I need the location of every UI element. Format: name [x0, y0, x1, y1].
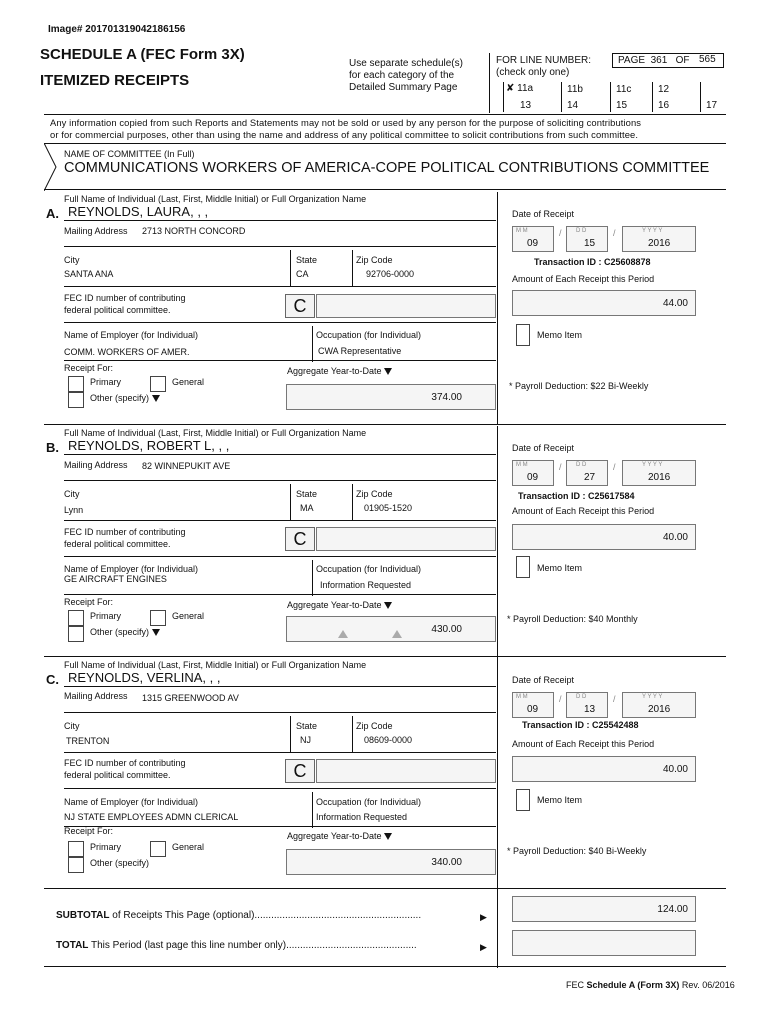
- line-check-13[interactable]: 13: [520, 100, 532, 111]
- amount-label: Amount of Each Receipt this Period: [512, 506, 655, 516]
- employer-label: Name of Employer (for Individual): [64, 797, 199, 807]
- subtotal-arrow-icon: ▶: [480, 912, 487, 922]
- receipt-month: 09: [527, 704, 539, 715]
- line-check-11c[interactable]: 11c: [616, 84, 632, 95]
- arrow-down-icon: [384, 833, 392, 840]
- other-checkbox[interactable]: [68, 857, 84, 873]
- zip-label: Zip Code: [356, 721, 393, 731]
- memo-checkbox[interactable]: [516, 789, 530, 811]
- receipt-for-label: Receipt For:: [64, 597, 114, 607]
- mailing-label: Mailing Address: [64, 460, 128, 470]
- receipt-entry-a: Full Name of Individual (Last, First, Middle Initial) or Full Organization Name A. REYNOLDS, LAURA, , , Mailing Address 2713 NORTH CONCORD City SANTA ANA State CA Zip Code 92706-0000 FEC ID number of contributing federal political committee. C Name of Employer (for Individual) COMM. WORKERS OF AMER. Occupation (for Individual) CWA Representative Receipt For: Primary General Other (specify) Aggregate Year-to-Date 374.00 Date of Receipt M M 09 / D D 15 / Y Y Y Y 2016 Transaction ID : C25608878 Amount of Each Receipt this Period 44.00 Memo Item * Payroll Deduction: $22 Bi-Weekly: [0, 192, 770, 424]
- other-checkbox[interactable]: [68, 392, 84, 408]
- fec-id-label: FEC ID number of contributing federal political committee.: [64, 758, 186, 780]
- for-line-number-label: FOR LINE NUMBER:: [496, 55, 592, 66]
- entry-letter: B.: [46, 440, 59, 455]
- page-number: 361: [650, 55, 668, 66]
- occupation-value: CWA Representative: [318, 346, 402, 356]
- form-footer: FEC Schedule A (Form 3X) Rev. 06/2016: [566, 980, 735, 990]
- receipt-month: 09: [527, 472, 539, 483]
- amount-value: 44.00: [662, 298, 688, 309]
- employer-label: Name of Employer (for Individual): [64, 330, 199, 340]
- memo-label: Memo Item: [537, 330, 583, 340]
- notice-text: Any information copied from such Reports and Statements may not be sold or used by any person for the purpose of soliciting contributions or for commercial purposes, other than using the name and address of any political committee to solicit contributions from such committee.: [50, 117, 642, 140]
- zip-value: 08609-0000: [364, 735, 413, 745]
- city-value: Lynn: [64, 505, 84, 515]
- aggregate-label: Aggregate Year-to-Date: [287, 600, 392, 610]
- check-only-one: (check only one): [496, 67, 570, 78]
- zip-label: Zip Code: [356, 255, 393, 265]
- schedule-title: SCHEDULE A (FEC Form 3X): [40, 46, 245, 63]
- occupation-label: Occupation (for Individual): [316, 564, 422, 574]
- state-label: State: [296, 255, 318, 265]
- itemized-receipts-title: ITEMIZED RECEIPTS: [40, 72, 190, 89]
- other-label: Other (specify): [90, 858, 150, 868]
- aggregate-label: Aggregate Year-to-Date: [287, 831, 392, 841]
- amount-label: Amount of Each Receipt this Period: [512, 739, 655, 749]
- zip-label: Zip Code: [356, 489, 393, 499]
- fec-id-c-prefix: C: [285, 294, 315, 318]
- entry-note: * Payroll Deduction: $40 Bi-Weekly: [507, 846, 647, 856]
- other-checkbox[interactable]: [68, 626, 84, 642]
- primary-label: Primary: [90, 611, 121, 621]
- receipt-year: 2016: [648, 472, 671, 483]
- total-box: [512, 930, 696, 956]
- arrow-down-icon: [152, 395, 160, 402]
- other-label: Other (specify): [90, 393, 160, 403]
- general-checkbox[interactable]: [150, 841, 166, 857]
- full-name-label: Full Name of Individual (Last, First, Middle Initial) or Full Organization Name: [64, 428, 367, 438]
- receipt-year: 2016: [648, 704, 671, 715]
- receipt-entry-c: Full Name of Individual (Last, First, Middle Initial) or Full Organization Name C. REYNOLDS, VERLINA, , , Mailing Address 1315 GREENWOOD AV City TRENTON State NJ Zip Code 08609-0000 FEC ID number of contributing federal political committee. C Name of Employer (for Individual) NJ STATE EMPLOYEES ADMN CLERICAL Occupation (for Individual) Information Requested Receipt For: Primary General Other (specify) Aggregate Year-to-Date 340.00 Date of Receipt M M 09 / D D 13 / Y Y Y Y 2016 Transaction ID : C25542488 Amount of Each Receipt this Period 40.00 Memo Item * Payroll Deduction: $40 Bi-Weekly: [0, 658, 770, 890]
- entry-note: * Payroll Deduction: $40 Monthly: [507, 614, 638, 624]
- state-value: MA: [300, 503, 314, 513]
- separate-schedule-instruction: Use separate schedule(s) for each category of the Detailed Summary Page: [349, 58, 463, 93]
- fec-id-label: FEC ID number of contributing federal political committee.: [64, 293, 186, 315]
- occupation-value: Information Requested: [320, 580, 412, 590]
- date-of-receipt-label: Date of Receipt: [512, 675, 575, 685]
- subtotal-label: SUBTOTAL of Receipts This Page (optional)............................................................: [56, 910, 422, 921]
- receipt-day: 15: [584, 238, 596, 249]
- receipt-for-label: Receipt For:: [64, 363, 114, 373]
- committee-name: COMMUNICATIONS WORKERS OF AMERICA-COPE POLITICAL CONTRIBUTIONS COMMITTEE: [64, 160, 710, 176]
- receipt-day: 27: [584, 472, 596, 483]
- occupation-label: Occupation (for Individual): [316, 797, 422, 807]
- mailing-label: Mailing Address: [64, 691, 128, 701]
- line-check-11a[interactable]: ✘ 11a: [506, 83, 534, 94]
- arrow-down-icon: [152, 629, 160, 636]
- mailing-address: 82 WINNEPUKIT AVE: [142, 461, 231, 471]
- receipt-entry-b: Full Name of Individual (Last, First, Middle Initial) or Full Organization Name B. REYNOLDS, ROBERT L, , , Mailing Address 82 WINNEPUKIT AVE City Lynn State MA Zip Code 01905-1520 FEC ID number of contributing federal political committee. C Name of Employer (for Individual) GE AIRCRAFT ENGINES Occupation (for Individual) Information Requested Receipt For: Primary General Other (specify) Aggregate Year-to-Date 430.00 Date of Receipt M M 09 / D D 27 / Y Y Y Y 2016 Transaction ID : C25617584 Amount of Each Receipt this Period 40.00 Memo Item * Payroll Deduction: $40 Monthly: [0, 426, 770, 658]
- fec-id-input[interactable]: [316, 294, 496, 318]
- transaction-id: Transaction ID : C25608878: [534, 257, 651, 267]
- receipt-day: 13: [584, 704, 596, 715]
- line-check-16[interactable]: 16: [658, 100, 670, 111]
- line-grid: [503, 83, 719, 109]
- aggregate-label: Aggregate Year-to-Date: [287, 366, 392, 376]
- amount-value: 40.00: [662, 764, 688, 775]
- entry-note: * Payroll Deduction: $22 Bi-Weekly: [509, 381, 649, 391]
- primary-checkbox[interactable]: [68, 376, 84, 392]
- state-value: CA: [296, 269, 309, 279]
- mailing-address: 2713 NORTH CONCORD: [142, 226, 246, 236]
- arrow-down-icon: [384, 602, 392, 609]
- general-checkbox[interactable]: [150, 376, 166, 392]
- full-name-label: Full Name of Individual (Last, First, Middle Initial) or Full Organization Name: [64, 194, 367, 204]
- primary-label: Primary: [90, 377, 121, 387]
- amount-value: 40.00: [662, 532, 688, 543]
- line-check-12[interactable]: 12: [658, 84, 670, 95]
- contributor-name: REYNOLDS, ROBERT L, , ,: [68, 438, 230, 453]
- check-mark-icon: ✘: [506, 83, 515, 94]
- transaction-id: Transaction ID : C25617584: [518, 491, 635, 501]
- aggregate-value: 374.00: [431, 392, 462, 403]
- memo-checkbox[interactable]: [516, 324, 530, 346]
- line-check-17[interactable]: 17: [706, 100, 718, 111]
- memo-checkbox[interactable]: [516, 556, 530, 578]
- receipt-year: 2016: [648, 238, 671, 249]
- general-label: General: [172, 611, 205, 621]
- fec-id-c-prefix: C: [285, 759, 315, 783]
- city-label: City: [64, 721, 80, 731]
- entry-letter: A.: [46, 206, 59, 221]
- primary-label: Primary: [90, 842, 121, 852]
- fec-id-input[interactable]: [316, 759, 496, 783]
- employer-value: GE AIRCRAFT ENGINES: [64, 574, 167, 584]
- memo-label: Memo Item: [537, 795, 583, 805]
- fec-id-label: FEC ID number of contributing federal political committee.: [64, 527, 186, 549]
- receipt-month: 09: [527, 238, 539, 249]
- page-total: 565: [699, 54, 716, 65]
- state-value: NJ: [300, 735, 311, 745]
- general-checkbox[interactable]: [150, 610, 166, 626]
- state-label: State: [296, 489, 318, 499]
- total-label: TOTAL This Period (last page this line number only)...............................................: [56, 940, 417, 951]
- subtotal-value: 124.00: [657, 904, 688, 915]
- date-of-receipt-label: Date of Receipt: [512, 443, 575, 453]
- aggregate-value: 430.00: [431, 624, 462, 635]
- general-label: General: [172, 842, 205, 852]
- employer-value: NJ STATE EMPLOYEES ADMN CLERICAL: [64, 812, 239, 822]
- employer-label: Name of Employer (for Individual): [64, 564, 199, 574]
- total-arrow-icon: ▶: [480, 942, 487, 952]
- full-name-label: Full Name of Individual (Last, First, Middle Initial) or Full Organization Name: [64, 660, 367, 670]
- receipt-for-label: Receipt For:: [64, 826, 114, 836]
- aggregate-value: 340.00: [431, 857, 462, 868]
- city-value: TRENTON: [66, 736, 110, 746]
- primary-checkbox[interactable]: [68, 841, 84, 857]
- entry-letter: C.: [46, 672, 59, 687]
- occupation-label: Occupation (for Individual): [316, 330, 422, 340]
- general-label: General: [172, 377, 205, 387]
- arrow-down-icon: [384, 368, 392, 375]
- mailing-label: Mailing Address: [64, 226, 128, 236]
- other-label: Other (specify): [90, 627, 160, 637]
- city-label: City: [64, 489, 80, 499]
- line-check-14[interactable]: 14: [567, 100, 579, 111]
- fec-id-input[interactable]: [316, 527, 496, 551]
- image-id: Image# 201701319042186156: [48, 24, 186, 35]
- line-check-15[interactable]: 15: [616, 100, 628, 111]
- contributor-name: REYNOLDS, VERLINA, , ,: [68, 670, 221, 685]
- primary-checkbox[interactable]: [68, 610, 84, 626]
- fec-id-c-prefix: C: [285, 527, 315, 551]
- zip-value: 01905-1520: [364, 503, 413, 513]
- employer-value: COMM. WORKERS OF AMER.: [64, 347, 190, 357]
- committee-label: NAME OF COMMITTEE (In Full): [64, 149, 195, 159]
- date-of-receipt-label: Date of Receipt: [512, 209, 575, 219]
- mailing-address: 1315 GREENWOOD AV: [142, 693, 239, 703]
- city-value: SANTA ANA: [64, 269, 114, 279]
- transaction-id: Transaction ID : C25542488: [522, 720, 639, 730]
- city-label: City: [64, 255, 80, 265]
- committee-bracket-icon: [44, 143, 56, 191]
- contributor-name: REYNOLDS, LAURA, , ,: [68, 204, 209, 219]
- line-check-11b[interactable]: 11b: [567, 84, 583, 95]
- state-label: State: [296, 721, 318, 731]
- occupation-value: Information Requested: [316, 812, 408, 822]
- memo-label: Memo Item: [537, 563, 583, 573]
- amount-label: Amount of Each Receipt this Period: [512, 274, 655, 284]
- zip-value: 92706-0000: [366, 269, 415, 279]
- page-label: PAGE 361 OF: [618, 55, 690, 66]
